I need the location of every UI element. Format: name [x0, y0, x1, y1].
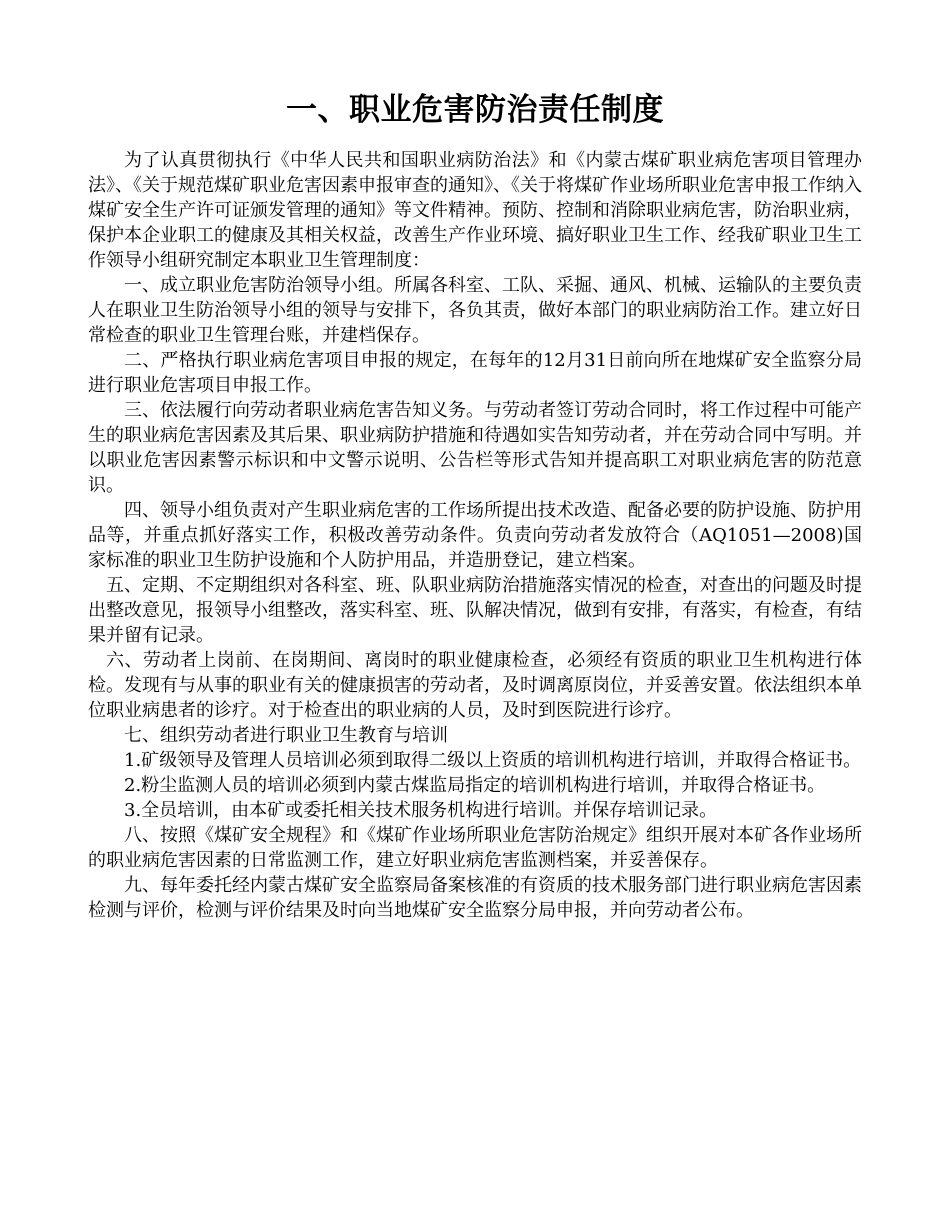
- document-title: 一、职业危害防治责任制度: [286, 92, 664, 128]
- document-body: [88, 148, 862, 923]
- paragraph-item-7-3: 3.全员培训，由本矿或委托相关技术服务机构进行培训。并保存培训记录。: [124, 800, 718, 821]
- paragraph-item-5: 五、定期、不定期组织对各科室、班、队职业病防治措施落实情况的检查，对查出的问题及时提出整改意见，报领导小组整改，落实科室、班、队解决情况，做到有安排，有落实，有检查，有结果并留有记录。: [88, 575, 862, 646]
- paragraph-item-2: 二、严格执行职业病危害项目申报的规定，在每年的12月31日前向所在地煤矿安全监察分局进行职业危害项目申报工作。: [88, 350, 862, 396]
- paragraph-intro: 为了认真贯彻执行《中华人民共和国职业病防治法》和《内蒙古煤矿职业病危害项目管理办法》、《关于规范煤矿职业危害因素申报审查的通知》、《关于将煤矿作业场所职业危害申报工作纳入煤矿安全生产许可证颁发管理的通知》等文件精神。预防、控制和消除职业病危害，防治职业病，保护本企业职工的健康及其相关权益，改善生产作业环境、搞好职业卫生工作、经我矿职业卫生工作领导小组研究制定本职业卫生管理制度：: [88, 150, 862, 271]
- paragraph-item-7-2: 2.粉尘监测人员的培训必须到内蒙古煤监局指定的培训机构进行培训，并取得合格证书。: [124, 775, 826, 796]
- paragraph-item-4: 四、领导小组负责对产生职业病危害的工作场所提出技术改造、配备必要的防护设施、防护用品等，并重点抓好落实工作，积极改善劳动条件。负责向劳动者发放符合（AQ1051—2008)国家标准的职业卫生防护设施和个人防护用品，并造册登记，建立档案。: [88, 500, 862, 571]
- paragraph-item-1: 一、成立职业危害防治领导小组。所属各科室、工队、采掘、通风、机械、运输队的主要负责人在职业卫生防治领导小组的领导与安排下，各负其责，做好本部门的职业病防治工作。建立好日常检查的职业卫生管理台账，并建档保存。: [88, 275, 862, 346]
- paragraph-item-6: 六、劳动者上岗前、在岗期间、离岗时的职业健康检查，必须经有资质的职业卫生机构进行体检。发现有与从事的职业有关的健康损害的劳动者，及时调离原岗位，并妥善安置。依法组织本单位职业病患者的诊疗。对于检查出的职业病的人员，及时到医院进行诊疗。: [88, 650, 862, 721]
- document-page: [88, 88, 862, 923]
- paragraph-item-7: 七、组织劳动者进行职业卫生教育与培训: [124, 725, 448, 746]
- paragraph-item-9: 九、每年委托经内蒙古煤矿安全监察局备案核准的有资质的技术服务部门进行职业病危害因素检测与评价，检测与评价结果及时向当地煤矿安全监察分局申报，并向劳动者公布。: [88, 875, 862, 921]
- paragraph-item-8: 八、按照《煤矿安全规程》和《煤矿作业场所职业危害防治规定》组织开展对本矿各作业场所的职业病危害因素的日常监测工作，建立好职业病危害监测档案，并妥善保存。: [88, 825, 862, 871]
- paragraph-item-3: 三、依法履行向劳动者职业病危害告知义务。与劳动者签订劳动合同时，将工作过程中可能产生的职业病危害因素及其后果、职业病防护措施和待遇如实告知劳动者，并在劳动合同中写明。并以职业危害因素警示标识和中文警示说明、公告栏等形式告知并提高职工对职业病危害的防范意识。: [88, 400, 862, 496]
- paragraph-item-7-1: 1.矿级领导及管理人员培训必须到取得二级以上资质的培训机构进行培训，并取得合格证书。: [124, 750, 862, 771]
